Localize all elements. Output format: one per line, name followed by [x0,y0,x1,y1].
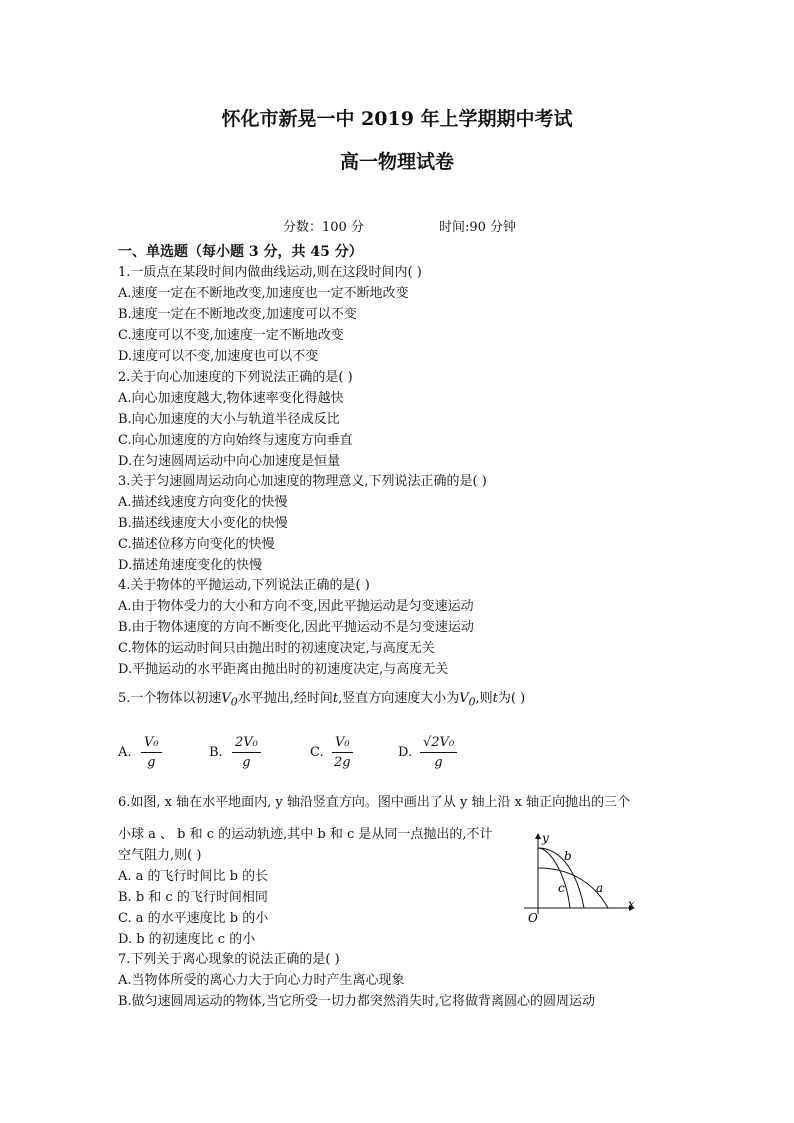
x-axis-label: x [628,897,635,911]
question-4-option-b: B.由于物体速度的方向不断变化,因此平抛运动不是匀变速运动 [118,620,474,635]
q5-text-2: 水平抛出,经时间 [237,691,333,706]
question-2-option-a: A.向心加速度越大,物体速率变化得越快 [118,391,344,406]
question-6-stem: 6.如图, x 轴在水平地面内, y 轴沿竖直方向。图中画出了从 y 轴上沿 x 轴正向抛出的三个 [118,795,631,810]
q5-option-b-fraction: $\frac{\text{2V₀}}{g}$ [232,734,261,773]
question-3-option-c: C.描述位移方向变化的快慢 [118,537,275,552]
curve-label-c: c [558,881,565,895]
question-4-option-c: C.物体的运动时间只由抛出时的初速度决定,与高度无关 [118,641,435,656]
q5-option-c-label: C. [310,745,324,760]
q5-text-4: ,则 [475,691,493,706]
question-2-option-d: D.在匀速圆周运动中向心加速度是恒量 [118,454,341,469]
question-1-stem: 1.一质点在某段时间内做曲线运动,则在这段时间内( ) [118,265,422,280]
question-7-stem: 7.下列关于离心现象的说法正确的是( ) [118,952,340,967]
time-info: 时间:90 分钟 [439,220,517,235]
exam-title: 怀化市新晃一中 2019 年上学期期中考试 [221,108,573,130]
section-title: 一、单选题（每小题 3 分，共 45 分） [118,244,363,260]
q5-option-c-fraction: $\frac{\text{V₀}}{2g}$ [332,734,353,773]
q5-text-1: 5.一个物体以初速 [118,691,222,706]
question-4-stem: 4.关于物体的平抛运动,下列说法正确的是( ) [118,578,370,593]
question-7-option-b: B.做匀速圆周运动的物体,当它所受一切力都突然消失时,它将做背离圆心的圆周运动 [118,994,595,1009]
q5-v0-symbol: $V_0$ [221,691,238,709]
question-2-option-c: C.向心加速度的方向始终与速度方向垂直 [118,433,353,448]
question-2-option-b: B.向心加速度的大小与轨道半径成反比 [118,412,340,427]
q5-v0-symbol-2: $V_0$ [459,691,476,709]
question-4-option-d: D.平抛运动的水平距离由抛出时的初速度决定,与高度无关 [118,662,449,677]
y-axis-label: y [542,831,549,845]
trajectory-b [538,848,584,908]
question-6-option-d: D. b 的初速度比 c 的小 [118,932,256,947]
question-6-option-c: C. a 的水平速度比 b 的小 [118,911,269,926]
question-6-option-b: B. b 和 c 的飞行时间相同 [118,890,268,905]
q5-option-d-fraction: $\frac{\text{√2V₀}}{g}$ [420,734,457,773]
q5-option-a-label: A. [118,745,132,760]
q5-t-symbol-2: t [492,691,498,706]
q5-text-5: 为( ) [497,691,526,706]
exam-subtitle: 高一物理试卷 [339,151,454,173]
question-3-option-d: D.描述角速度变化的快慢 [118,558,263,573]
question-3-option-a: A.描述线速度方向变化的快慢 [118,495,288,510]
question-3-option-b: B.描述线速度大小变化的快慢 [118,516,288,531]
question-1-option-d: D.速度可以不变,加速度也可以不变 [118,349,319,364]
trajectory-figure [518,826,648,926]
question-1-option-c: C.速度可以不变,加速度一定不断地改变 [118,328,344,343]
question-6-option-a: A. a 的飞行时间比 b 的长 [118,869,269,884]
question-1-option-a: A.速度一定在不断地改变,加速度也一定不断地改变 [118,286,409,301]
question-7-option-a: A.当物体所受的离心力大于向心力时产生离心现象 [118,973,405,988]
question-6-line-3: 空气阻力,则( ) [118,848,202,863]
q5-option-d-label: D. [398,745,413,760]
question-3-stem: 3.关于匀速圆周运动向心加速度的物理意义,下列说法正确的是( ) [118,474,487,489]
curve-label-a: a [596,881,604,895]
question-2-stem: 2.关于向心加速度的下列说法正确的是( ) [118,370,353,385]
origin-label: O [528,911,538,925]
q5-option-a-fraction: $\frac{\text{V₀}}{g}$ [141,734,162,773]
question-4-option-a: A.由于物体受力的大小和方向不变,因此平抛运动是匀变速运动 [118,599,474,614]
question-1-option-b: B.速度一定在不断地改变,加速度可以不变 [118,307,357,322]
q5-option-b-label: B. [209,745,223,760]
score-info: 分数：100 分 [283,220,364,235]
q5-t-symbol: t [332,691,339,706]
question-6-line-2: 小球 a 、 b 和 c 的运动轨迹,其中 b 和 c 是从同一点抛出的,不计 [118,827,493,842]
q5-text-3: ,竖直方向速度大小为 [338,691,460,706]
curve-label-b: b [564,849,572,863]
question-5-stem [118,690,525,712]
